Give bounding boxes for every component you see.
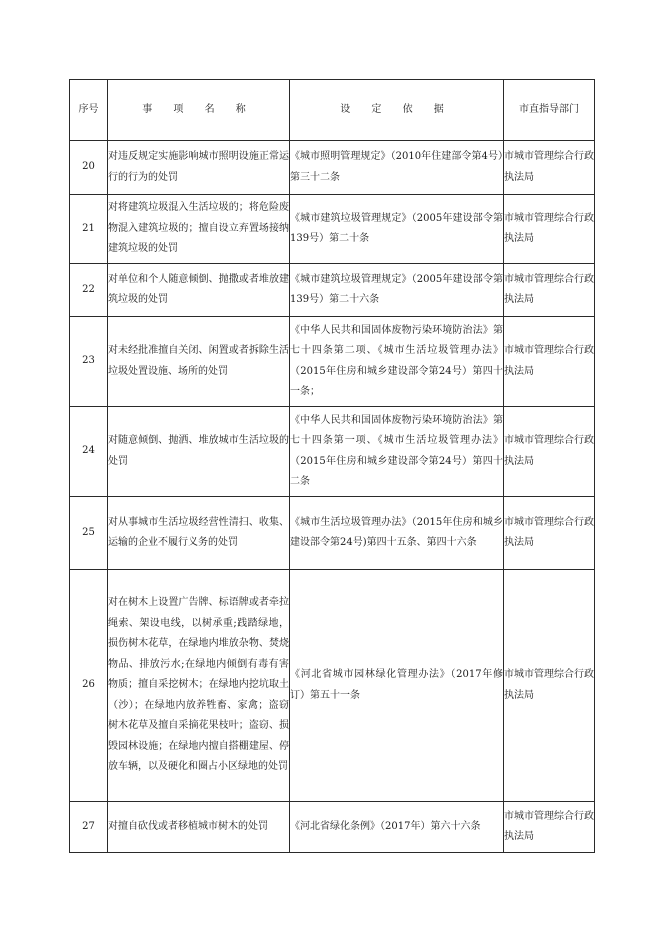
header-dept: 市直指导部门 bbox=[504, 80, 595, 141]
table-row bbox=[70, 570, 595, 802]
table-row bbox=[70, 317, 595, 407]
table-row bbox=[70, 141, 595, 195]
row-dept: 市城市管理综合行政执法局 bbox=[504, 141, 595, 195]
table-row bbox=[70, 407, 595, 497]
row-basis: 《城市生活垃圾管理办法》（2015年住房和城乡建设部令第24号)第四十五条、第四十六条 bbox=[290, 497, 504, 570]
document-table bbox=[69, 79, 595, 853]
table-row bbox=[70, 802, 595, 853]
row-basis: 《城市建筑垃圾管理规定》（2005年建设部令第139号）第二十六条 bbox=[290, 264, 504, 317]
row-basis: 《中华人民共和国固体废物污染环境防治法》第七十四条第二项、《城市生活垃圾管理办法》（2015年住房和城乡建设部令第24号）第四十一条； bbox=[290, 317, 504, 407]
row-dept: 市城市管理综合行政执法局 bbox=[504, 195, 595, 264]
row-basis: 《河北省城市园林绿化管理办法》（2017年修订）第五十一条 bbox=[290, 570, 504, 802]
row-dept: 市城市管理综合行政执法局 bbox=[504, 407, 595, 497]
row-item-name: 对违反规定实施影响城市照明设施正常运行的行为的处罚 bbox=[108, 141, 290, 195]
row-number: 20 bbox=[70, 141, 108, 195]
table-row bbox=[70, 195, 595, 264]
row-dept: 市城市管理综合行政执法局 bbox=[504, 802, 595, 853]
table-row bbox=[70, 497, 595, 570]
row-item-name: 对单位和个人随意倾倒、抛撒或者堆放建筑垃圾的处罚 bbox=[108, 264, 290, 317]
row-dept: 市城市管理综合行政执法局 bbox=[504, 317, 595, 407]
row-item-name: 对将建筑垃圾混入生活垃圾的；将危险废物混入建筑垃圾的；擅自设立弃置场接纳建筑垃圾的处罚 bbox=[108, 195, 290, 264]
row-basis: 《城市建筑垃圾管理规定》（2005年建设部令第139号）第二十条 bbox=[290, 195, 504, 264]
row-item-name: 对随意倾倒、抛洒、堆放城市生活垃圾的处罚 bbox=[108, 407, 290, 497]
row-dept: 市城市管理综合行政执法局 bbox=[504, 264, 595, 317]
row-number: 23 bbox=[70, 317, 108, 407]
header-seq: 序号 bbox=[70, 80, 108, 141]
row-dept: 市城市管理综合行政执法局 bbox=[504, 570, 595, 802]
row-dept: 市城市管理综合行政执法局 bbox=[504, 497, 595, 570]
row-basis: 《城市照明管理规定》（2010年住建部令第4号）第三十二条 bbox=[290, 141, 504, 195]
row-number: 21 bbox=[70, 195, 108, 264]
header-item-name: 事 项 名 称 bbox=[108, 80, 290, 141]
row-number: 27 bbox=[70, 802, 108, 853]
row-item-name: 对擅自砍伐或者移植城市树木的处罚 bbox=[108, 802, 290, 853]
row-number: 25 bbox=[70, 497, 108, 570]
table-row bbox=[70, 264, 595, 317]
row-basis: 《中华人民共和国固体废物污染环境防治法》第七十四条第一项、《城市生活垃圾管理办法》（2015年住房和城乡建设部令第24号）第四十二条 bbox=[290, 407, 504, 497]
row-item-name: 对在树木上设置广告牌、标语牌或者牵拉绳索、架设电线，以树承重;践踏绿地，损伤树木花草，在绿地内堆放杂物、焚烧物品、排放污水;在绿地内倾倒有毒有害物质；擅自采挖树木；在绿地内挖坑取土（沙）；在绿地内放养牲畜、家禽；盗窃树木花草及擅自采摘花果枝叶；盗窃、损毁园林设施；在绿地内擅自搭棚建屋、停放车辆，以及硬化和圈占小区绿地的处罚 bbox=[108, 570, 290, 802]
row-number: 22 bbox=[70, 264, 108, 317]
row-number: 26 bbox=[70, 570, 108, 802]
row-item-name: 对从事城市生活垃圾经营性清扫、收集、运输的企业不履行义务的处罚 bbox=[108, 497, 290, 570]
row-item-name: 对未经批准擅自关闭、闲置或者拆除生活垃圾处置设施、场所的处罚 bbox=[108, 317, 290, 407]
row-basis: 《河北省绿化条例》（2017年）第六十六条 bbox=[290, 802, 504, 853]
row-number: 24 bbox=[70, 407, 108, 497]
table-header-row bbox=[70, 80, 595, 141]
header-basis: 设 定 依 据 bbox=[290, 80, 504, 141]
